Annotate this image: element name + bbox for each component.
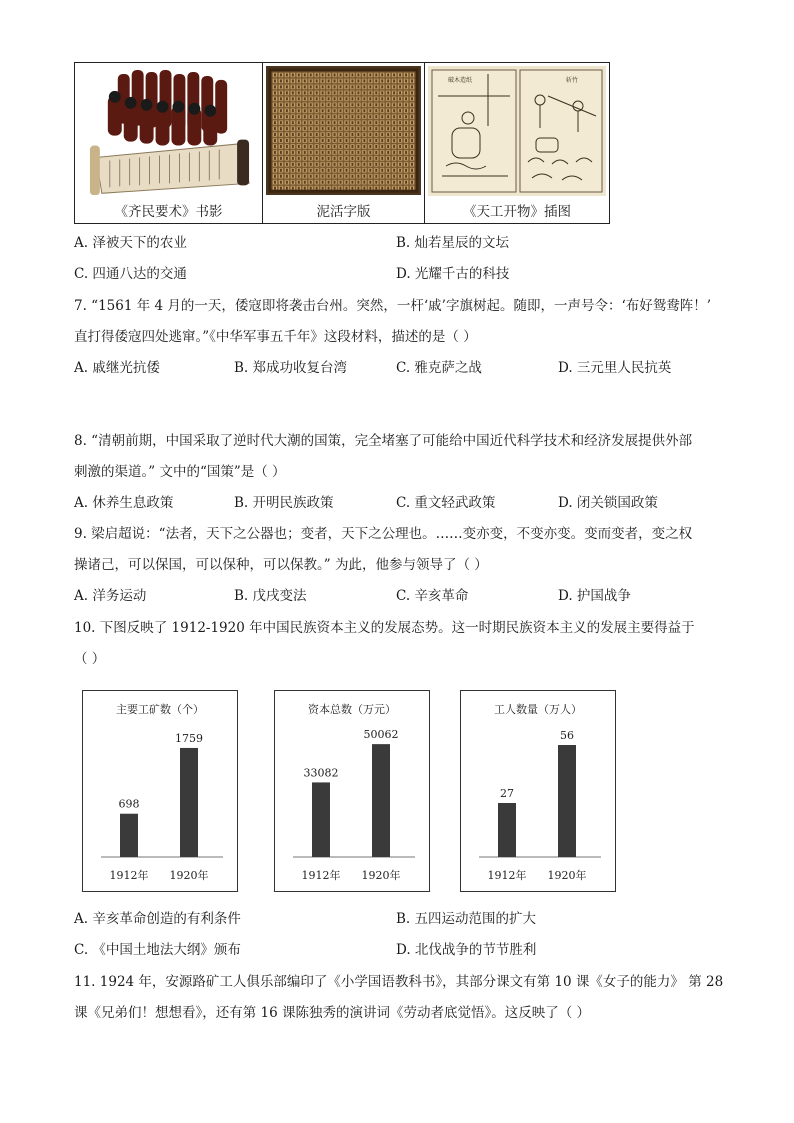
- q10-stem-line1: 10. 下图反映了 1912-1920 年中国民族资本主义的发展态势。这一时期民族资本主义的发展主要得益于: [74, 620, 695, 636]
- picture-caption: 《天工开物》插图: [463, 204, 571, 220]
- q6-option-a[interactable]: A. 泽被天下的农业: [74, 235, 187, 251]
- q7-option-b[interactable]: B. 郑成功收复台湾: [234, 360, 348, 376]
- papermaking-woodcut-illustration: [428, 66, 606, 196]
- q6-option-d[interactable]: D. 光耀千古的科技: [396, 266, 510, 282]
- bar-chart: [461, 691, 615, 891]
- q8-option-d[interactable]: D. 闭关锁国政策: [558, 495, 658, 511]
- q10-option-a[interactable]: A. 辛亥革命创造的有利条件: [74, 911, 241, 927]
- picture-inner-label: 斩竹: [566, 77, 579, 84]
- chart-capital-total: [274, 690, 430, 892]
- q8-stem-line1: 8. “清朝前期，中国采取了逆时代大潮的国策，完全堵塞了可能给中国近代科学技术和经济发展提供外部: [74, 433, 693, 449]
- q10-option-d[interactable]: D. 北伐战争的节节胜利: [396, 942, 537, 958]
- q9-option-d[interactable]: D. 护国战争: [558, 588, 631, 604]
- picture-inner-label: 破木造纸: [448, 77, 473, 84]
- q9-stem-line2: 操诸己，可以保国，可以保种，可以保教。” 为此，他参与领导了（ ）: [74, 557, 488, 573]
- q8-option-b[interactable]: B. 开明民族政策: [234, 495, 334, 511]
- q9-option-b[interactable]: B. 戊戌变法: [234, 588, 307, 604]
- chart-bar: [558, 745, 576, 857]
- category-tick-label: 1912年: [109, 869, 149, 882]
- q8-option-a[interactable]: A. 休养生息政策: [74, 495, 174, 511]
- q10-stem-line2: （ ）: [74, 651, 106, 667]
- clay-type-plate-picture: [263, 63, 425, 223]
- bar-chart: [83, 691, 237, 891]
- chart-workers-count: [460, 690, 616, 892]
- category-tick-label: 1920年: [547, 869, 587, 882]
- chart-mines-count: [82, 690, 238, 892]
- history-illustration-strip: [74, 62, 610, 224]
- bar-value-label: 698: [118, 797, 140, 811]
- q6-option-b[interactable]: B. 灿若星辰的文坛: [396, 235, 510, 251]
- q9-option-a[interactable]: A. 洋务运动: [74, 588, 147, 604]
- q8-stem-line2: 刺激的渠道。” 文中的“国策”是（ ）: [74, 464, 286, 480]
- chart-bar: [372, 744, 390, 857]
- q7-stem-line1: 7. “1561 年 4 月的一天，倭寇即将袭击台州。突然，一杆‘戚’字旗树起。随即，一声号令：‘布好鸳鸯阵！’: [74, 298, 712, 314]
- picture-caption: 泥活字版: [316, 204, 371, 220]
- q10-option-c[interactable]: C. 《中国土地法大纲》颁布: [74, 942, 241, 958]
- chart-bar: [120, 814, 138, 857]
- q7-option-d[interactable]: D. 三元里人民抗英: [558, 360, 672, 376]
- chart-title: 资本总数（万元）: [308, 703, 396, 716]
- chart-bar: [498, 803, 516, 857]
- q9-stem-line1: 9. 梁启超说：“法者，天下之公器也；变者，天下之公理也。……变亦变，不变亦变。变而变者，变之权: [74, 526, 693, 542]
- chart-title: 工人数量（万人）: [494, 703, 582, 716]
- category-tick-label: 1920年: [361, 869, 401, 882]
- q7-option-c[interactable]: C. 雅克萨之战: [396, 360, 482, 376]
- category-tick-label: 1920年: [169, 869, 209, 882]
- q7-stem-line2: 直打得倭寇四处逃窜。”《中华军事五千年》这段材料，描述的是（ ）: [74, 329, 477, 345]
- tiangong-kaiwu-picture: [425, 63, 609, 223]
- chart-bar: [312, 782, 330, 857]
- bar-value-label: 27: [500, 787, 514, 800]
- q11-stem-line1: 11. 1924 年，安源路矿工人俱乐部编印了《小学国语教科书》，其部分课文有第 10 课《女子的能力》 第 28: [74, 974, 724, 990]
- picture-caption: 《齐民要术》书影: [114, 204, 223, 220]
- chart-title: 主要工矿数（个）: [116, 703, 204, 716]
- bamboo-scroll-illustration: [78, 66, 259, 195]
- q8-option-c[interactable]: C. 重文轻武政策: [396, 495, 496, 511]
- q7-option-a[interactable]: A. 戚继光抗倭: [74, 360, 160, 376]
- bar-value-label: 56: [560, 729, 574, 742]
- bar-value-label: 1759: [175, 731, 203, 745]
- bar-value-label: 50062: [363, 728, 399, 742]
- category-tick-label: 1912年: [301, 869, 341, 882]
- qimin-yaoshu-picture: [75, 63, 263, 223]
- clay-type-plate-illustration: [266, 66, 421, 195]
- q9-option-c[interactable]: C. 辛亥革命: [396, 588, 469, 604]
- chart-bar: [180, 748, 198, 857]
- q6-option-c[interactable]: C. 四通八达的交通: [74, 266, 187, 282]
- q11-stem-line2: 课《兄弟们！想想看》，还有第 16 课陈独秀的演讲词《劳动者底觉悟》。这反映了（ ）: [74, 1005, 591, 1021]
- category-tick-label: 1912年: [487, 869, 527, 882]
- bar-chart: [275, 691, 429, 891]
- q10-option-b[interactable]: B. 五四运动范围的扩大: [396, 911, 537, 927]
- bar-value-label: 33082: [303, 766, 339, 780]
